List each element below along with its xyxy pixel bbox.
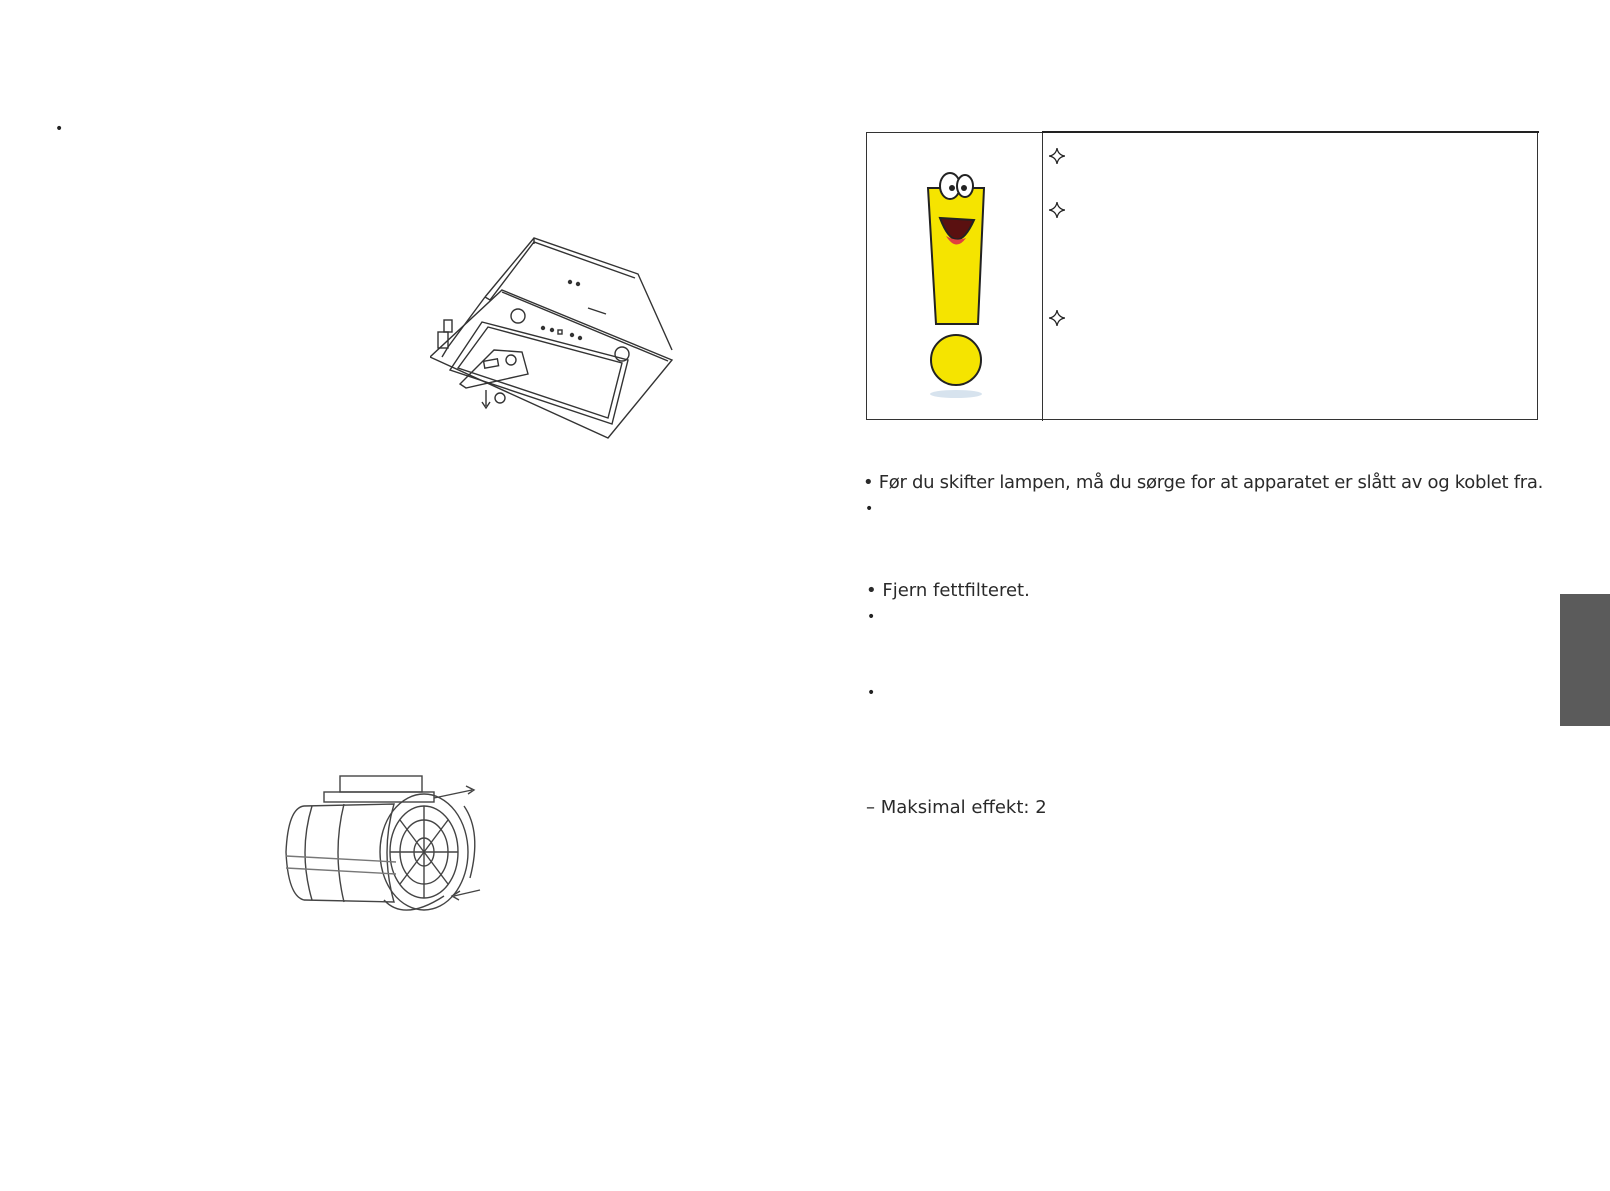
- remove-grease-filter-bullet: • Fjern fettfilteret.: [866, 580, 1030, 601]
- empty-bullet: •: [867, 609, 876, 625]
- four-point-star-icon: [1049, 148, 1065, 164]
- empty-bullet: •: [867, 685, 876, 701]
- left-bullet: •: [55, 121, 64, 137]
- warning-box-top-border: [1042, 131, 1539, 133]
- language-side-tab: [1560, 594, 1610, 726]
- exclamation-mascot-icon: [920, 160, 992, 404]
- warning-box-divider: [1042, 131, 1043, 421]
- hood-filter-illustration: [430, 232, 680, 444]
- lamp-replacement-bullet: • Før du skifter lampen, må du sørge for at apparatet er slått av og koblet fra.: [863, 472, 1544, 493]
- motor-fan-illustration: [284, 772, 496, 918]
- empty-bullet: •: [865, 501, 874, 517]
- four-point-star-icon: [1049, 310, 1065, 326]
- max-power-line: – Maksimal effekt: 2: [866, 797, 1047, 818]
- four-point-star-icon: [1049, 202, 1065, 218]
